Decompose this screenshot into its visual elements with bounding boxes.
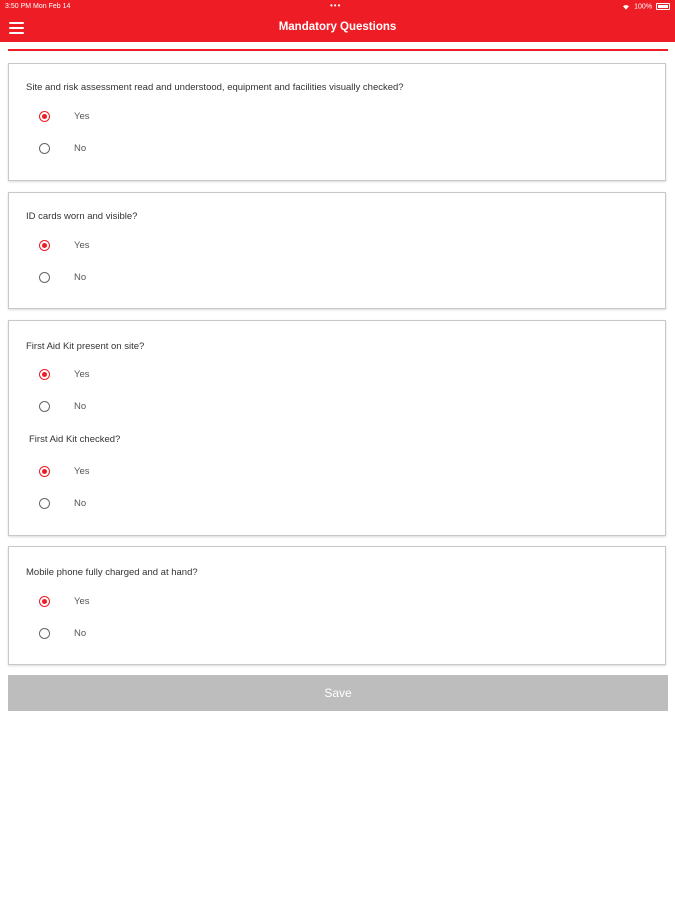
radio-label: No <box>74 628 87 639</box>
radio-label: No <box>74 498 87 509</box>
question-card-mobile-phone <box>8 546 666 665</box>
radio-label: Yes <box>74 111 90 122</box>
radio-label: Yes <box>74 466 90 477</box>
question-text: First Aid Kit checked? <box>29 434 121 445</box>
question-text: First Aid Kit present on site? <box>26 341 145 352</box>
wifi-icon <box>622 4 630 10</box>
radio-selected-icon <box>39 466 50 477</box>
radio-selected-icon <box>39 369 50 380</box>
radio-label: Yes <box>74 240 90 251</box>
battery-icon <box>656 3 670 10</box>
radio-selected-icon <box>39 111 50 122</box>
question-card-id-cards <box>8 192 666 309</box>
page-title: Mandatory Questions <box>278 21 397 33</box>
radio-unselected-icon <box>39 498 50 509</box>
radio-unselected-icon <box>39 272 50 283</box>
status-time-date: 3:50 PM Mon Feb 14 <box>5 3 71 10</box>
radio-label: No <box>74 143 87 154</box>
app-header <box>0 0 675 42</box>
multitasking-dots: ••• <box>330 1 342 10</box>
save-button[interactable]: Save <box>8 675 668 711</box>
radio-unselected-icon <box>39 143 50 154</box>
question-card-site-risk <box>8 63 666 181</box>
radio-label: Yes <box>74 369 90 380</box>
question-card-first-aid <box>8 320 666 536</box>
question-text: Mobile phone fully charged and at hand? <box>26 567 198 578</box>
battery-percent: 100% <box>634 3 653 11</box>
header-divider <box>8 49 668 51</box>
question-text: ID cards worn and visible? <box>26 211 138 222</box>
radio-unselected-icon <box>39 628 50 639</box>
question-text: Site and risk assessment read and understood, equipment and facilities visually checked? <box>26 82 404 93</box>
radio-label: No <box>74 272 87 283</box>
radio-unselected-icon <box>39 401 50 412</box>
radio-selected-icon <box>39 240 50 251</box>
radio-label: No <box>74 401 87 412</box>
status-right <box>622 3 670 10</box>
radio-selected-icon <box>39 596 50 607</box>
radio-label: Yes <box>74 596 90 607</box>
